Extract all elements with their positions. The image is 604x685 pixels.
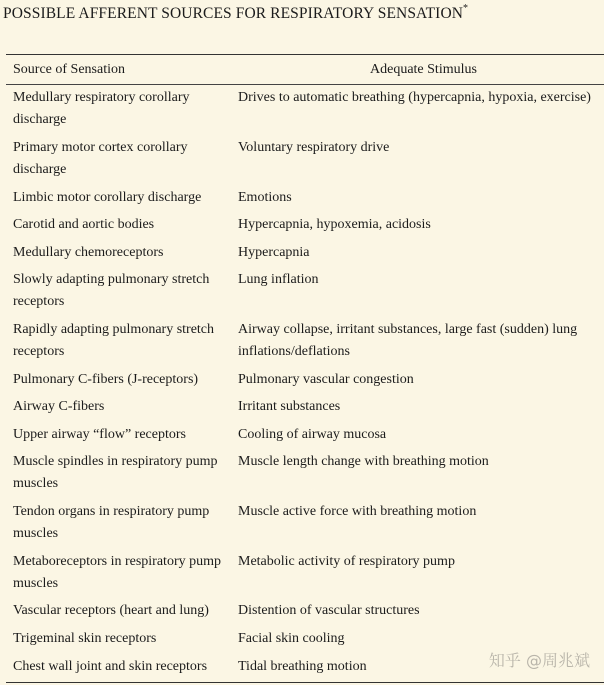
source-cell: Vascular receptors (heart and lung) bbox=[13, 603, 209, 618]
stimulus-cell: Drives to automatic breathing (hypercapnia, hypoxia, exercise) bbox=[238, 90, 591, 105]
stimulus-cell: Muscle length change with breathing motion bbox=[238, 454, 489, 469]
source-cell: Pulmonary C-fibers (J-receptors) bbox=[13, 372, 199, 387]
stimulus-cell: Pulmonary vascular congestion bbox=[238, 372, 414, 387]
table-top-rule bbox=[6, 54, 604, 55]
watermark: 知乎 @周兆斌 bbox=[488, 651, 590, 670]
stimulus-cell: Irritant substances bbox=[238, 399, 341, 414]
stimulus-cell: Emotions bbox=[238, 190, 292, 205]
stimulus-cell: Metabolic activity of respiratory pump bbox=[238, 554, 455, 569]
stimulus-cell: Cooling of airway mucosa bbox=[238, 427, 387, 442]
source-cell: Limbic motor corollary discharge bbox=[13, 190, 202, 205]
table-title-text: POSSIBLE AFFERENT SOURCES FOR RESPIRATORY SENSATION bbox=[3, 5, 464, 23]
source-cell: Upper airway “flow” receptors bbox=[13, 427, 186, 442]
source-cell: Metaboreceptors in respiratory pump muscles bbox=[13, 554, 221, 591]
header-rule bbox=[6, 84, 604, 85]
source-cell: Rapidly adapting pulmonary stretch receptors bbox=[13, 322, 215, 359]
source-cell: Airway C-fibers bbox=[13, 399, 105, 414]
source-cell: Carotid and aortic bodies bbox=[13, 217, 155, 232]
source-cell: Muscle spindles in respiratory pump muscles bbox=[13, 454, 218, 491]
stimulus-cell: Airway collapse, irritant substances, large fast (sudden) lung inflations/deflations bbox=[238, 322, 578, 359]
column-header-source: Source of Sensation bbox=[13, 62, 125, 77]
source-cell: Primary motor cortex corollary discharge bbox=[13, 140, 188, 177]
stimulus-cell: Hypercapnia, hypoxemia, acidosis bbox=[238, 217, 431, 232]
stimulus-cell: Facial skin cooling bbox=[238, 631, 345, 646]
stimulus-cell: Tidal breathing motion bbox=[238, 659, 367, 674]
source-cell: Trigeminal skin receptors bbox=[13, 631, 157, 646]
stimulus-cell: Muscle active force with breathing motion bbox=[238, 504, 477, 519]
stimulus-cell: Lung inflation bbox=[238, 272, 319, 287]
source-cell: Medullary respiratory corollary discharge bbox=[13, 90, 190, 127]
source-cell: Medullary chemoreceptors bbox=[13, 245, 164, 260]
stimulus-cell: Voluntary respiratory drive bbox=[238, 140, 390, 155]
table-title bbox=[3, 4, 468, 23]
source-cell: Tendon organs in respiratory pump muscles bbox=[13, 504, 210, 541]
column-header-stimulus: Adequate Stimulus bbox=[370, 62, 477, 77]
table-bottom-rule bbox=[6, 682, 604, 683]
source-cell: Chest wall joint and skin receptors bbox=[13, 659, 208, 674]
footnote-mark: * bbox=[463, 3, 469, 14]
stimulus-cell: Hypercapnia bbox=[238, 245, 310, 260]
source-cell: Slowly adapting pulmonary stretch receptors bbox=[13, 272, 210, 309]
stimulus-cell: Distention of vascular structures bbox=[238, 603, 420, 618]
